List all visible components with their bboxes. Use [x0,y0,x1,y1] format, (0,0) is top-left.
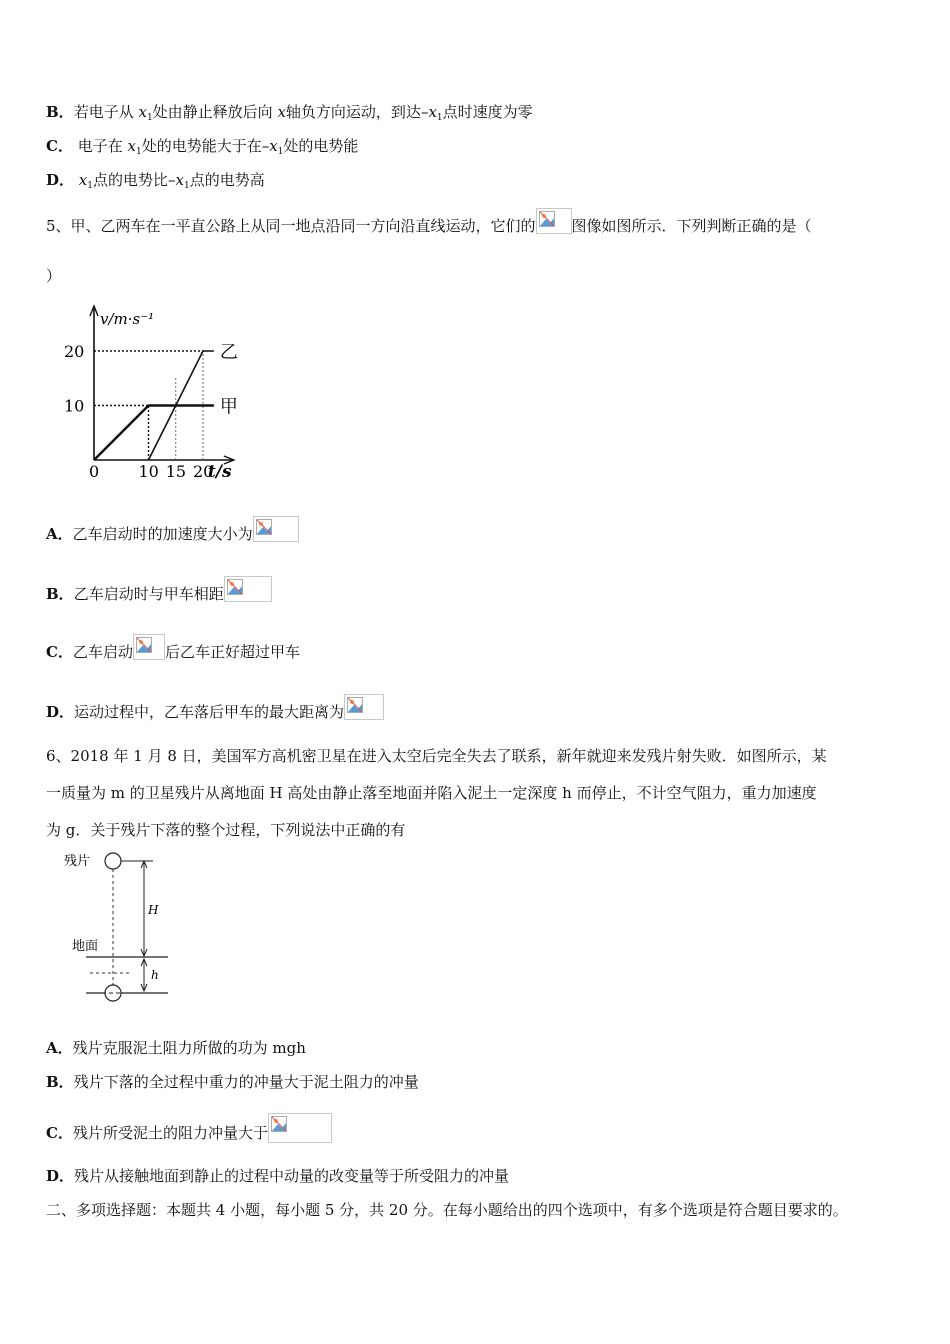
debris-top-circle [105,853,121,869]
broken-image-icon [253,516,299,542]
q4-option-b: B．若电子从 $x_1$处由静止释放后向 x轴负方向运动，到达$-x_1$点时速度为零 [46,103,533,123]
ground-label: 地面 [72,939,99,954]
q5-option-c: C．乙车启动 后乙车正好超过甲车 [46,640,300,666]
q6-stem-line1: 6、2018 年 1 月 8 日，美国军方高机密卫星在进入太空后完全失去了联系，新年就迎来发残片射失败．如图所示，某 [46,747,827,765]
x-tick-label: 20 [193,462,214,481]
broken-image-icon [536,208,572,234]
q5-option-d: D．运动过程中，乙车落后甲车的最大距离为 [46,700,384,726]
q6-stem-line2: 一质量为 m 的卫星残片从离地面 H 高处由静止落至地面并陷入泥土一定深度 h 而停止，不计空气阻力，重力加速度 [46,784,817,802]
debris-figure [58,846,188,1008]
y-tick-label: 20 [64,342,85,361]
x-tick-label: 15 [165,462,187,481]
broken-image-icon [224,576,272,602]
q5-stem: 5、甲、乙两车在一平直公路上从同一地点沿同一方向沿直线运动，它们的 图像如图所示．下列判断正确的是（ [46,214,812,240]
x-tick-label: 10 [138,462,159,481]
y-axis-label: v/m·s⁻¹ [100,310,155,328]
x-axis-label: t/s [207,462,232,482]
q5-stem-end: ） [46,267,62,285]
debris-label: 残片 [64,854,91,869]
broken-image-icon [344,694,384,720]
series-line-jia [94,406,214,461]
y-tick-label: 10 [64,396,85,416]
broken-image-icon [133,634,165,660]
q4-option-d: D． $x_1$点的电势比$-x_1$点的电势高 [46,171,265,191]
q5-option-b: B．乙车启动时与甲车相距 [46,582,272,608]
section-2-heading: 二、多项选择题：本题共 4 小题，每小题 5 分，共 20 分。在每小题给出的四个选项中，有多个选项是符合题目要求的。 [46,1201,848,1219]
q6-option-c: C．残片所受泥土的阻力冲量大于 [46,1119,332,1149]
series-label-yi: 乙 [219,342,238,363]
q6-option-d: D．残片从接触地面到静止的过程中动量的改变量等于所受阻力的冲量 [46,1167,510,1185]
H-label: H [148,903,159,917]
q6-option-a: A．残片克服泥土阻力所做的功为 mgh [46,1039,306,1057]
q4-option-c: C． 电子在 $x_1$处的电势能大于在$-x_1$处的电势能 [46,137,359,157]
broken-image-icon [268,1113,332,1143]
q6-stem-line3: 为 g．关于残片下落的整个过程，下列说法中正确的有 [46,821,406,839]
x-tick-label: 0 [89,462,100,481]
q5-option-a: A．乙车启动时的加速度大小为 [46,522,299,548]
q6-option-b: B．残片下落的全过程中重力的冲量大于泥土阻力的冲量 [46,1073,419,1091]
series-label-jia: 甲 [219,396,238,418]
vt-chart [58,300,308,490]
h-label: h [151,968,159,982]
